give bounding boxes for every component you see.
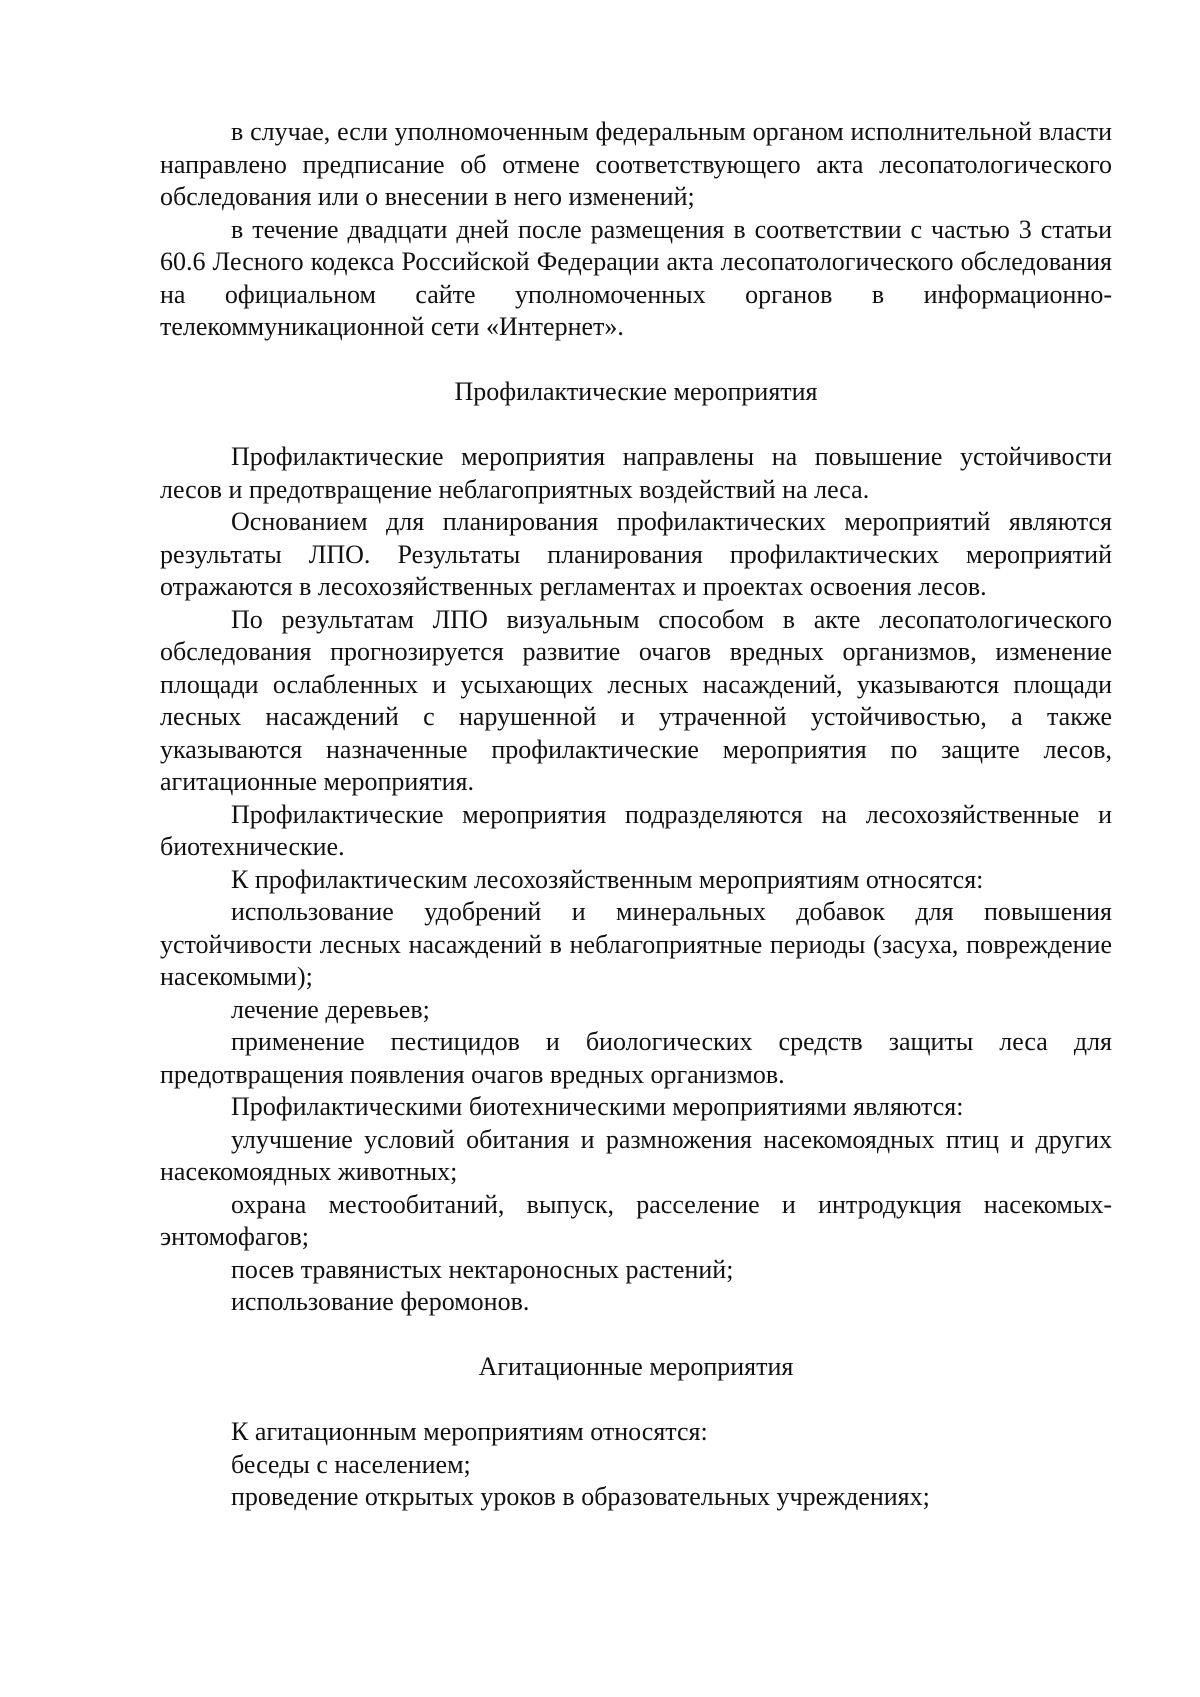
list-item-pheromones: использование феромонов. [231, 1287, 530, 1316]
paragraph-subdivision: Профилактические мероприятия подразделяются на лесохозяйственные и биотехнические. [160, 799, 1112, 861]
list-item-nectar-plants: посев травянистых нектароносных растений; [231, 1254, 734, 1284]
list-item-conversations: беседы с населением; [231, 1449, 471, 1479]
paragraph-case-prescription: в случае, если уполномоченным федеральным органом исполнительной власти направлено предписание об отмене соответствующего акта лесопатологического обследования или о внесении в него изменений; [160, 117, 1112, 211]
section-heading-agitation: Агитационные мероприятия [478, 1352, 794, 1381]
paragraph-agitation-intro: К агитационным мероприятиям относятся: [231, 1417, 708, 1446]
list-item-entomophages: охрана местообитаний, выпуск, расселение и интродукция насекомых-энтомофагов; [160, 1189, 1112, 1251]
spacer [160, 1319, 1112, 1352]
list-item-tree-treatment: лечение деревьев; [231, 994, 430, 1024]
paragraph-preventive-purpose: Профилактические мероприятия направлены на повышение устойчивости лесов и предотвращение неблагоприятных воздействий на леса. [160, 442, 1112, 504]
paragraph-biotechnical-intro: Профилактическими биотехническими мероприятиями являются: [231, 1092, 964, 1121]
list-item-pesticides: применение пестицидов и биологических средств защиты леса для предотвращения появления очагов вредных организмов. [160, 1027, 1112, 1089]
list-item-birds-habitat: улучшение условий обитания и размножения насекомоядных птиц и других насекомоядных животных; [160, 1124, 1112, 1186]
list-item-open-lessons: проведение открытых уроков в образовательных учреждениях; [231, 1482, 930, 1511]
paragraph-planning-basis: Основанием для планирования профилактических мероприятий являются результаты ЛПО. Результаты планирования профилактических мероприятий отражаются в лесохозяйственных регламентах и проектах освоения лесов. [160, 507, 1112, 601]
spacer [160, 344, 1112, 377]
document-page [160, 116, 1112, 1514]
list-item-fertilizers: использование удобрений и минеральных добавок для повышения устойчивости лесных насаждений в неблагоприятные периоды (засуха, повреждение насекомыми); [160, 897, 1112, 991]
paragraph-lpo-results: По результатам ЛПО визуальным способом в акте лесопатологического обследования прогнозируется развитие очагов вредных организмов, изменение площади ослабленных и усыхающих лесных насаждений, указываются площади лесных насаждений с нарушенной и утраченной устойчивостью, а также указываются назначенные профилактические мероприятия по защите лесов, агитационные мероприятия. [160, 604, 1112, 796]
spacer [160, 1384, 1112, 1417]
paragraph-twenty-days: в течение двадцати дней после размещения в соответствии с частью 3 статьи 60.6 Лесного кодекса Российской Федерации акта лесопатологического обследования на официальном сайте уполномоченных органов в информационно-телекоммуникационной сети «Интернет». [160, 214, 1112, 341]
paragraph-forestry-measures-intro: К профилактическим лесохозяйственным мероприятиям относятся: [231, 864, 984, 894]
spacer [160, 409, 1112, 442]
section-heading-preventive: Профилактические мероприятия [454, 377, 818, 406]
